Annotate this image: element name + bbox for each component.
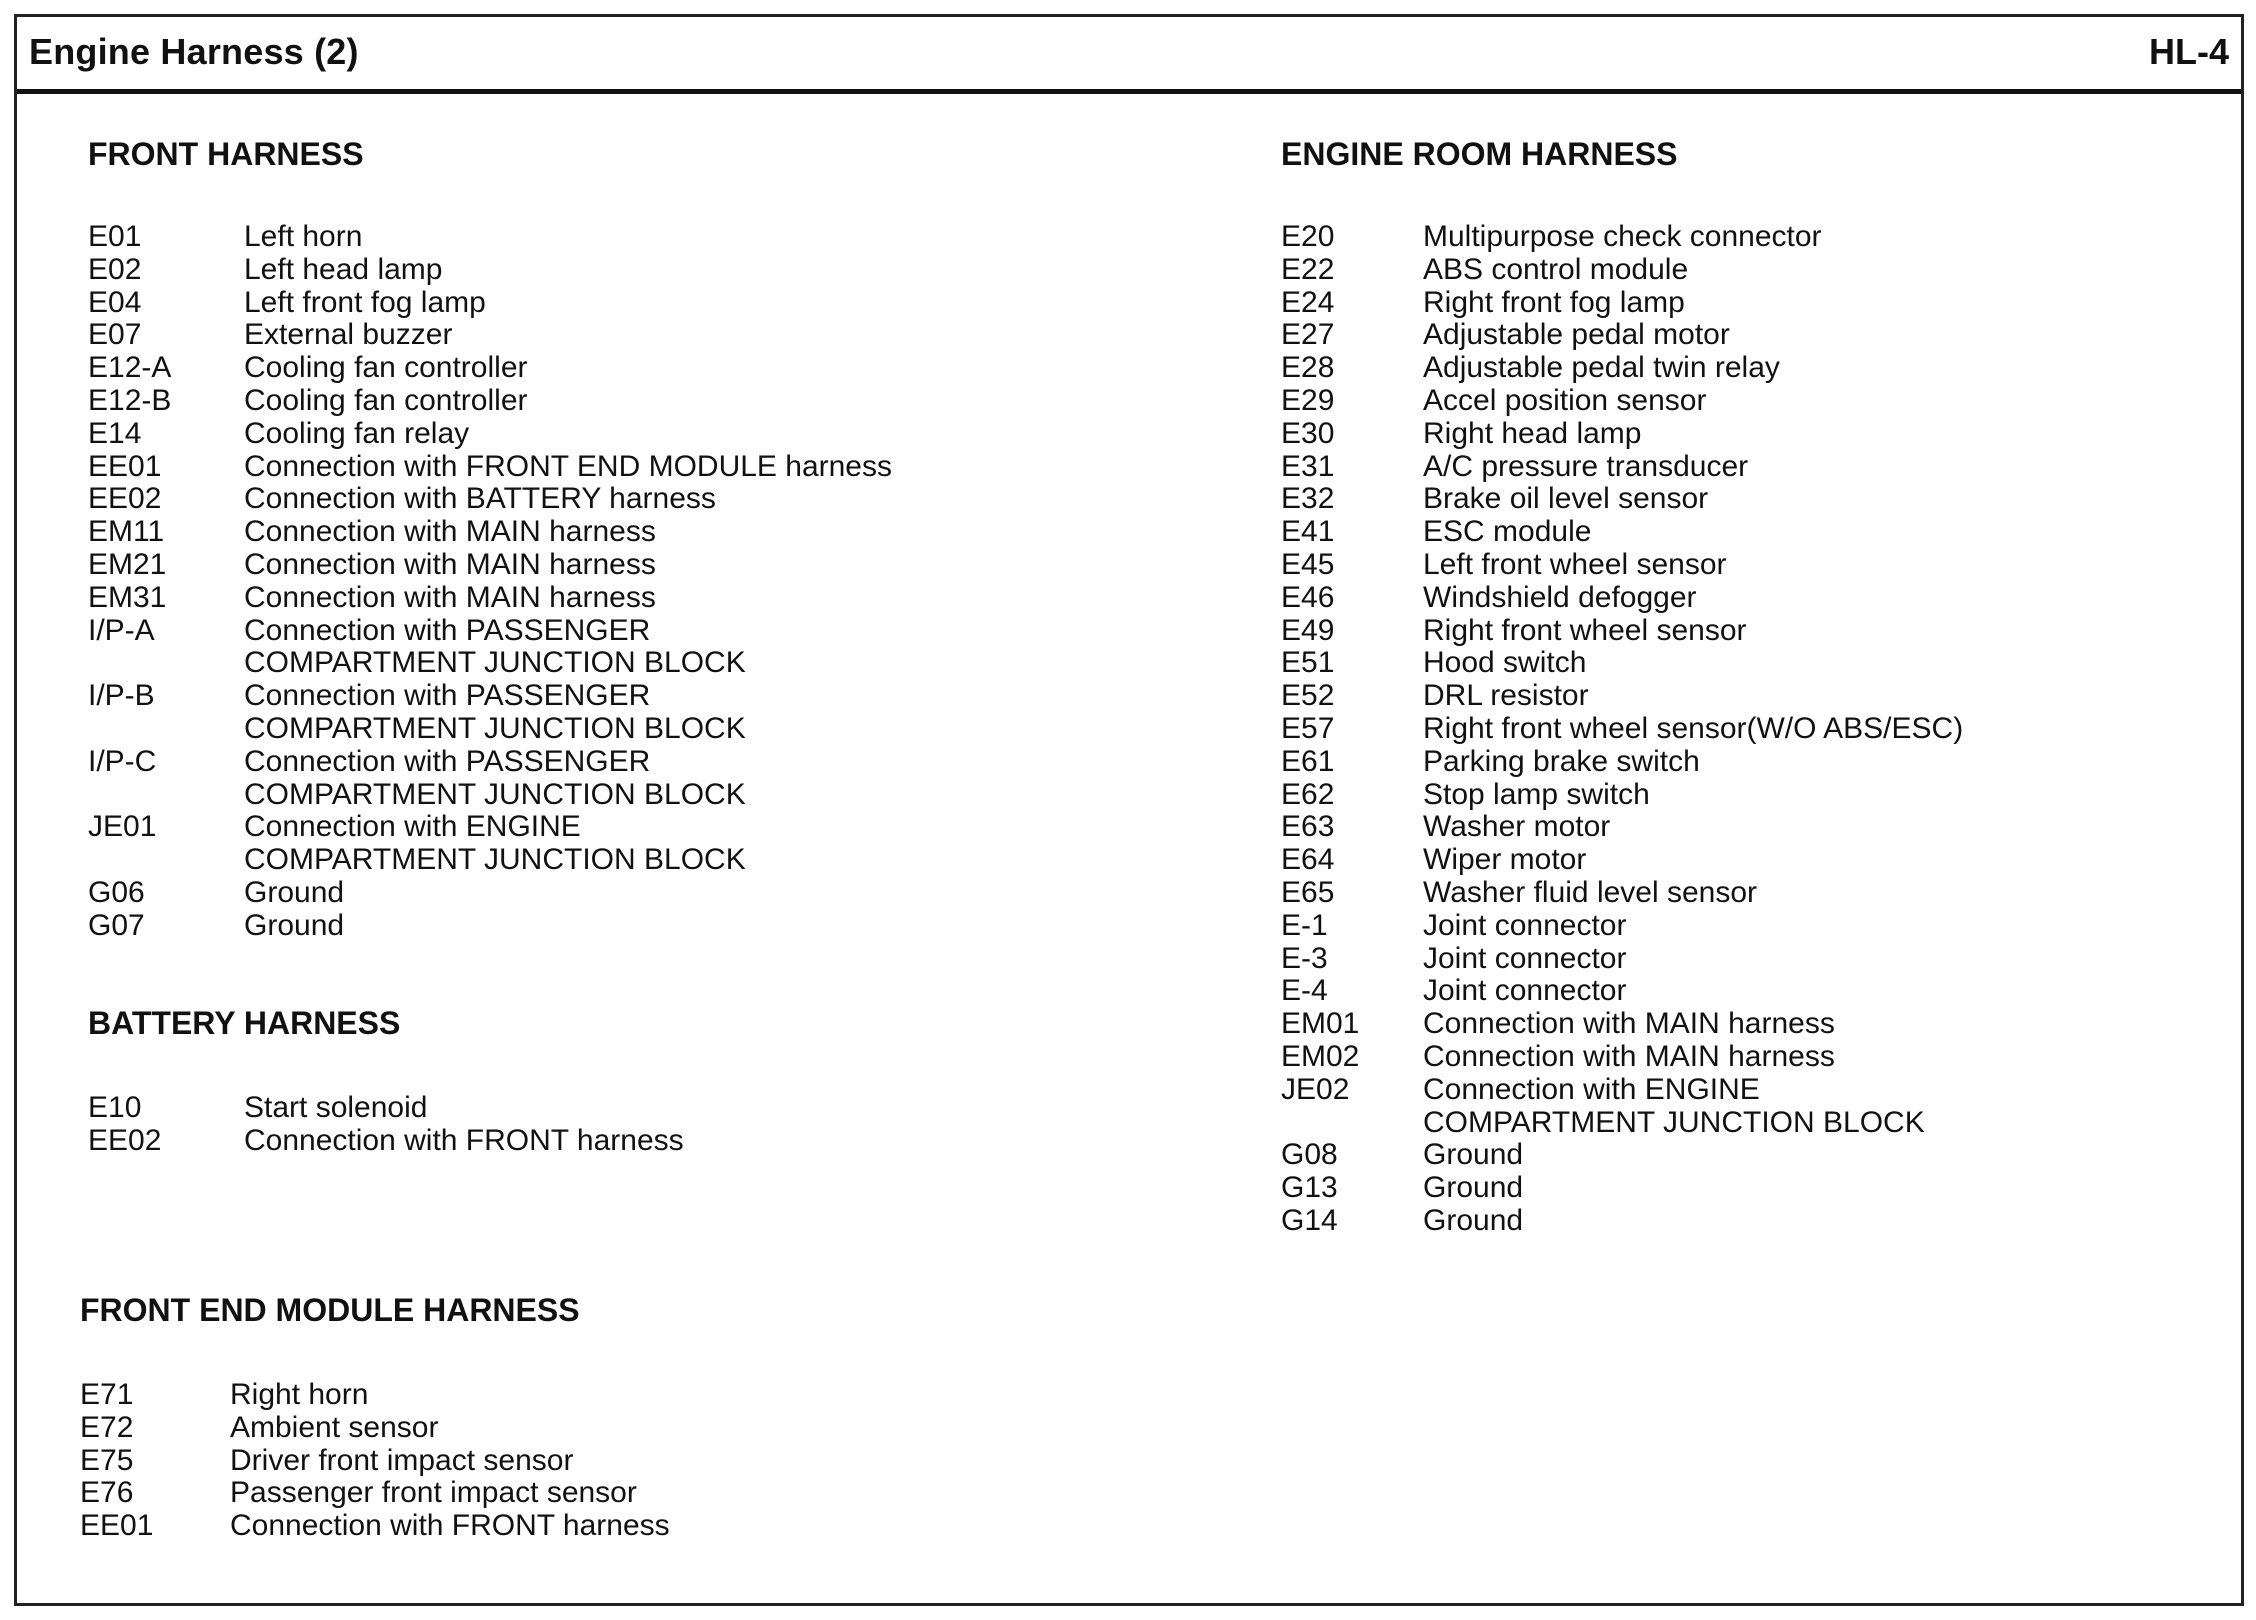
connector-row <box>80 1379 670 1412</box>
connector-row <box>88 418 892 451</box>
section-title: ENGINE ROOM HARNESS <box>1281 136 1678 172</box>
connector-code: E62 <box>1281 777 1335 811</box>
connector-code: E29 <box>1281 383 1335 417</box>
connector-description: Connection with PASSENGER COMPARTMENT JUNCTION BLOCK <box>244 613 746 680</box>
connector-row <box>1281 647 1963 680</box>
connector-row <box>1281 746 1963 779</box>
connector-code: I/P-A <box>88 613 155 647</box>
connector-row <box>88 877 892 910</box>
connector-code: E02 <box>88 252 142 286</box>
connector-row <box>88 746 892 812</box>
connector-row <box>1281 844 1963 877</box>
connector-code: E01 <box>88 220 142 253</box>
connector-code: G08 <box>1281 1138 1338 1172</box>
connector-description: Hood switch <box>1423 646 1587 680</box>
connector-description: Cooling fan relay <box>244 416 470 450</box>
connector-row <box>88 910 892 943</box>
connector-row <box>88 582 892 615</box>
connector-code: EM31 <box>88 580 167 614</box>
connector-code: E30 <box>1281 416 1335 450</box>
connector-description: Right head lamp <box>1423 416 1642 450</box>
connector-description: Ground <box>1423 1203 1524 1237</box>
connector-description: Accel position sensor <box>1423 383 1707 417</box>
connector-description: Connection with PASSENGER COMPARTMENT JUNCTION BLOCK <box>244 744 746 811</box>
connector-row <box>88 1125 684 1158</box>
connector-row <box>1281 1139 1963 1172</box>
connector-row <box>88 221 892 254</box>
connector-code: G07 <box>88 908 145 942</box>
connector-code: JE01 <box>88 810 157 844</box>
connector-description: Ground <box>244 908 345 942</box>
connector-code: E52 <box>1281 679 1335 713</box>
connector-description: Ground <box>1423 1171 1524 1205</box>
connector-code: EE01 <box>88 449 162 483</box>
connector-row <box>1281 549 1963 582</box>
connector-code: G06 <box>88 875 145 909</box>
connector-description: Washer motor <box>1423 810 1611 844</box>
connector-row <box>80 1477 670 1510</box>
connector-description: Driver front impact sensor <box>230 1443 574 1477</box>
connector-row <box>80 1412 670 1445</box>
connector-row <box>1281 582 1963 615</box>
connector-code: G14 <box>1281 1203 1338 1237</box>
connector-description: Wiper motor <box>1423 843 1587 877</box>
connector-description: Start solenoid <box>244 1091 428 1124</box>
connector-description: Parking brake switch <box>1423 744 1700 778</box>
connector-description: Right front wheel sensor <box>1423 613 1747 647</box>
connector-row <box>1281 254 1963 287</box>
connector-row <box>88 319 892 352</box>
connector-description: Connection with ENGINE COMPARTMENT JUNCTION BLOCK <box>244 810 746 877</box>
connector-description: ABS control module <box>1423 252 1689 286</box>
connector-code: E45 <box>1281 547 1335 581</box>
connector-row <box>88 483 892 516</box>
connector-code: EE01 <box>80 1509 154 1543</box>
connector-description: Cooling fan controller <box>244 351 528 385</box>
connector-row <box>88 287 892 320</box>
connector-list <box>1281 221 1963 1238</box>
connector-code: JE02 <box>1281 1072 1350 1106</box>
connector-description: External buzzer <box>244 318 453 352</box>
document-title: Engine Harness (2) <box>29 31 359 72</box>
connector-row <box>1281 877 1963 910</box>
connector-description: DRL resistor <box>1423 679 1589 713</box>
connector-code: E10 <box>88 1091 142 1124</box>
connector-description: Connection with MAIN harness <box>1423 1007 1835 1041</box>
connector-description: Brake oil level sensor <box>1423 482 1709 516</box>
connector-description: Right horn <box>230 1378 369 1411</box>
connector-code: E20 <box>1281 220 1335 253</box>
connector-row <box>1281 221 1963 254</box>
connector-row <box>1281 615 1963 648</box>
connector-description: Stop lamp switch <box>1423 777 1650 811</box>
connector-row <box>80 1510 670 1543</box>
front-end-module-harness-section <box>80 1292 670 1543</box>
connector-list <box>80 1379 670 1543</box>
connector-code: E12-A <box>88 351 172 385</box>
connector-code: G13 <box>1281 1171 1338 1205</box>
connector-row <box>88 549 892 582</box>
connector-description: Ground <box>244 875 345 909</box>
connector-row <box>1281 319 1963 352</box>
connector-description: Left head lamp <box>244 252 443 286</box>
connector-row <box>1281 451 1963 484</box>
connector-row <box>88 615 892 681</box>
connector-description: Ambient sensor <box>230 1410 439 1444</box>
connector-code: EM11 <box>88 515 165 549</box>
connector-row <box>1281 713 1963 746</box>
connector-row <box>1281 1172 1963 1205</box>
connector-description: Right front fog lamp <box>1423 285 1685 319</box>
connector-code: EE02 <box>88 482 162 516</box>
connector-row <box>1281 1041 1963 1074</box>
connector-code: E75 <box>80 1443 134 1477</box>
connector-row <box>1281 680 1963 713</box>
connector-code: E76 <box>80 1476 134 1510</box>
connector-row <box>1281 418 1963 451</box>
connector-description: Multipurpose check connector <box>1423 220 1822 253</box>
connector-code: E24 <box>1281 285 1335 319</box>
section-title: FRONT HARNESS <box>88 136 364 172</box>
connector-row <box>1281 352 1963 385</box>
connector-code: E64 <box>1281 843 1335 877</box>
connector-code: E72 <box>80 1410 134 1444</box>
connector-row <box>80 1445 670 1478</box>
connector-code: E31 <box>1281 449 1335 483</box>
connector-description: Connection with BATTERY harness <box>244 482 716 516</box>
connector-row <box>1281 1008 1963 1041</box>
connector-code: E22 <box>1281 252 1335 286</box>
connector-code: EM21 <box>88 547 167 581</box>
section-title: FRONT END MODULE HARNESS <box>80 1292 580 1328</box>
connector-description: Adjustable pedal motor <box>1423 318 1730 352</box>
connector-code: E65 <box>1281 875 1335 909</box>
engine-room-harness-section <box>1281 136 1963 1238</box>
connector-code: E-4 <box>1281 974 1328 1008</box>
connector-code: E61 <box>1281 744 1335 778</box>
connector-description: Left front wheel sensor <box>1423 547 1727 581</box>
connector-code: E-1 <box>1281 908 1328 942</box>
connector-row <box>88 1092 684 1125</box>
page-header <box>17 17 2241 94</box>
connector-code: EM01 <box>1281 1007 1360 1041</box>
connector-list <box>88 221 892 943</box>
connector-row <box>1281 1074 1963 1140</box>
connector-code: EM02 <box>1281 1039 1360 1073</box>
connector-row <box>1281 943 1963 976</box>
connector-code: E04 <box>88 285 142 319</box>
connector-description: Adjustable pedal twin relay <box>1423 351 1780 385</box>
connector-list <box>88 1092 684 1158</box>
connector-code: E32 <box>1281 482 1335 516</box>
connector-description: Connection with FRONT harness <box>230 1509 670 1543</box>
connector-description: Connection with FRONT harness <box>244 1123 684 1157</box>
connector-code: EE02 <box>88 1123 162 1157</box>
front-harness-section <box>88 136 892 943</box>
connector-code: E14 <box>88 416 142 450</box>
connector-code: E57 <box>1281 711 1335 745</box>
connector-row <box>88 680 892 746</box>
connector-description: Connection with FRONT END MODULE harness <box>244 449 892 483</box>
connector-row <box>88 385 892 418</box>
connector-row <box>1281 287 1963 320</box>
connector-row <box>88 451 892 484</box>
connector-description: Connection with PASSENGER COMPARTMENT JUNCTION BLOCK <box>244 679 746 745</box>
connector-code: E-3 <box>1281 941 1328 975</box>
connector-row <box>1281 779 1963 812</box>
connector-description: Passenger front impact sensor <box>230 1476 637 1510</box>
connector-row <box>88 811 892 877</box>
section-title: BATTERY HARNESS <box>88 1005 401 1041</box>
connector-row <box>1281 483 1963 516</box>
connector-row <box>1281 516 1963 549</box>
connector-description: Right front wheel sensor(W/O ABS/ESC) <box>1423 711 1964 745</box>
page-code: HL-4 <box>2149 31 2229 72</box>
connector-description: ESC module <box>1423 515 1592 549</box>
connector-description: Windshield defogger <box>1423 580 1697 614</box>
connector-description: Joint connector <box>1423 941 1627 975</box>
battery-harness-section <box>88 1005 684 1158</box>
connector-row <box>88 254 892 287</box>
connector-description: A/C pressure transducer <box>1423 449 1749 483</box>
connector-description: Connection with MAIN harness <box>1423 1039 1835 1073</box>
connector-row <box>1281 910 1963 943</box>
connector-description: Connection with ENGINE COMPARTMENT JUNCTION BLOCK <box>1423 1072 1925 1139</box>
connector-description: Joint connector <box>1423 974 1627 1008</box>
connector-description: Cooling fan controller <box>244 383 528 417</box>
connector-code: E12-B <box>88 383 172 417</box>
connector-code: E41 <box>1281 515 1335 549</box>
connector-description: Connection with MAIN harness <box>244 515 656 549</box>
connector-description: Joint connector <box>1423 908 1627 942</box>
connector-code: E07 <box>88 318 142 352</box>
connector-row <box>1281 1205 1963 1238</box>
connector-row <box>88 516 892 549</box>
connector-row <box>1281 385 1963 418</box>
connector-description: Connection with MAIN harness <box>244 547 656 581</box>
connector-code: E28 <box>1281 351 1335 385</box>
connector-description: Ground <box>1423 1138 1524 1172</box>
connector-code: E51 <box>1281 646 1335 680</box>
connector-row <box>88 352 892 385</box>
connector-code: I/P-C <box>88 744 157 778</box>
connector-row <box>1281 975 1963 1008</box>
connector-description: Washer fluid level sensor <box>1423 875 1758 909</box>
connector-code: E49 <box>1281 613 1335 647</box>
connector-code: E27 <box>1281 318 1335 352</box>
connector-code: E63 <box>1281 810 1335 844</box>
connector-code: E46 <box>1281 580 1335 614</box>
connector-code: E71 <box>80 1378 134 1411</box>
connector-description: Left horn <box>244 220 363 253</box>
connector-description: Connection with MAIN harness <box>244 580 656 614</box>
connector-code: I/P-B <box>88 679 155 713</box>
connector-description: Left front fog lamp <box>244 285 486 319</box>
connector-row <box>1281 811 1963 844</box>
